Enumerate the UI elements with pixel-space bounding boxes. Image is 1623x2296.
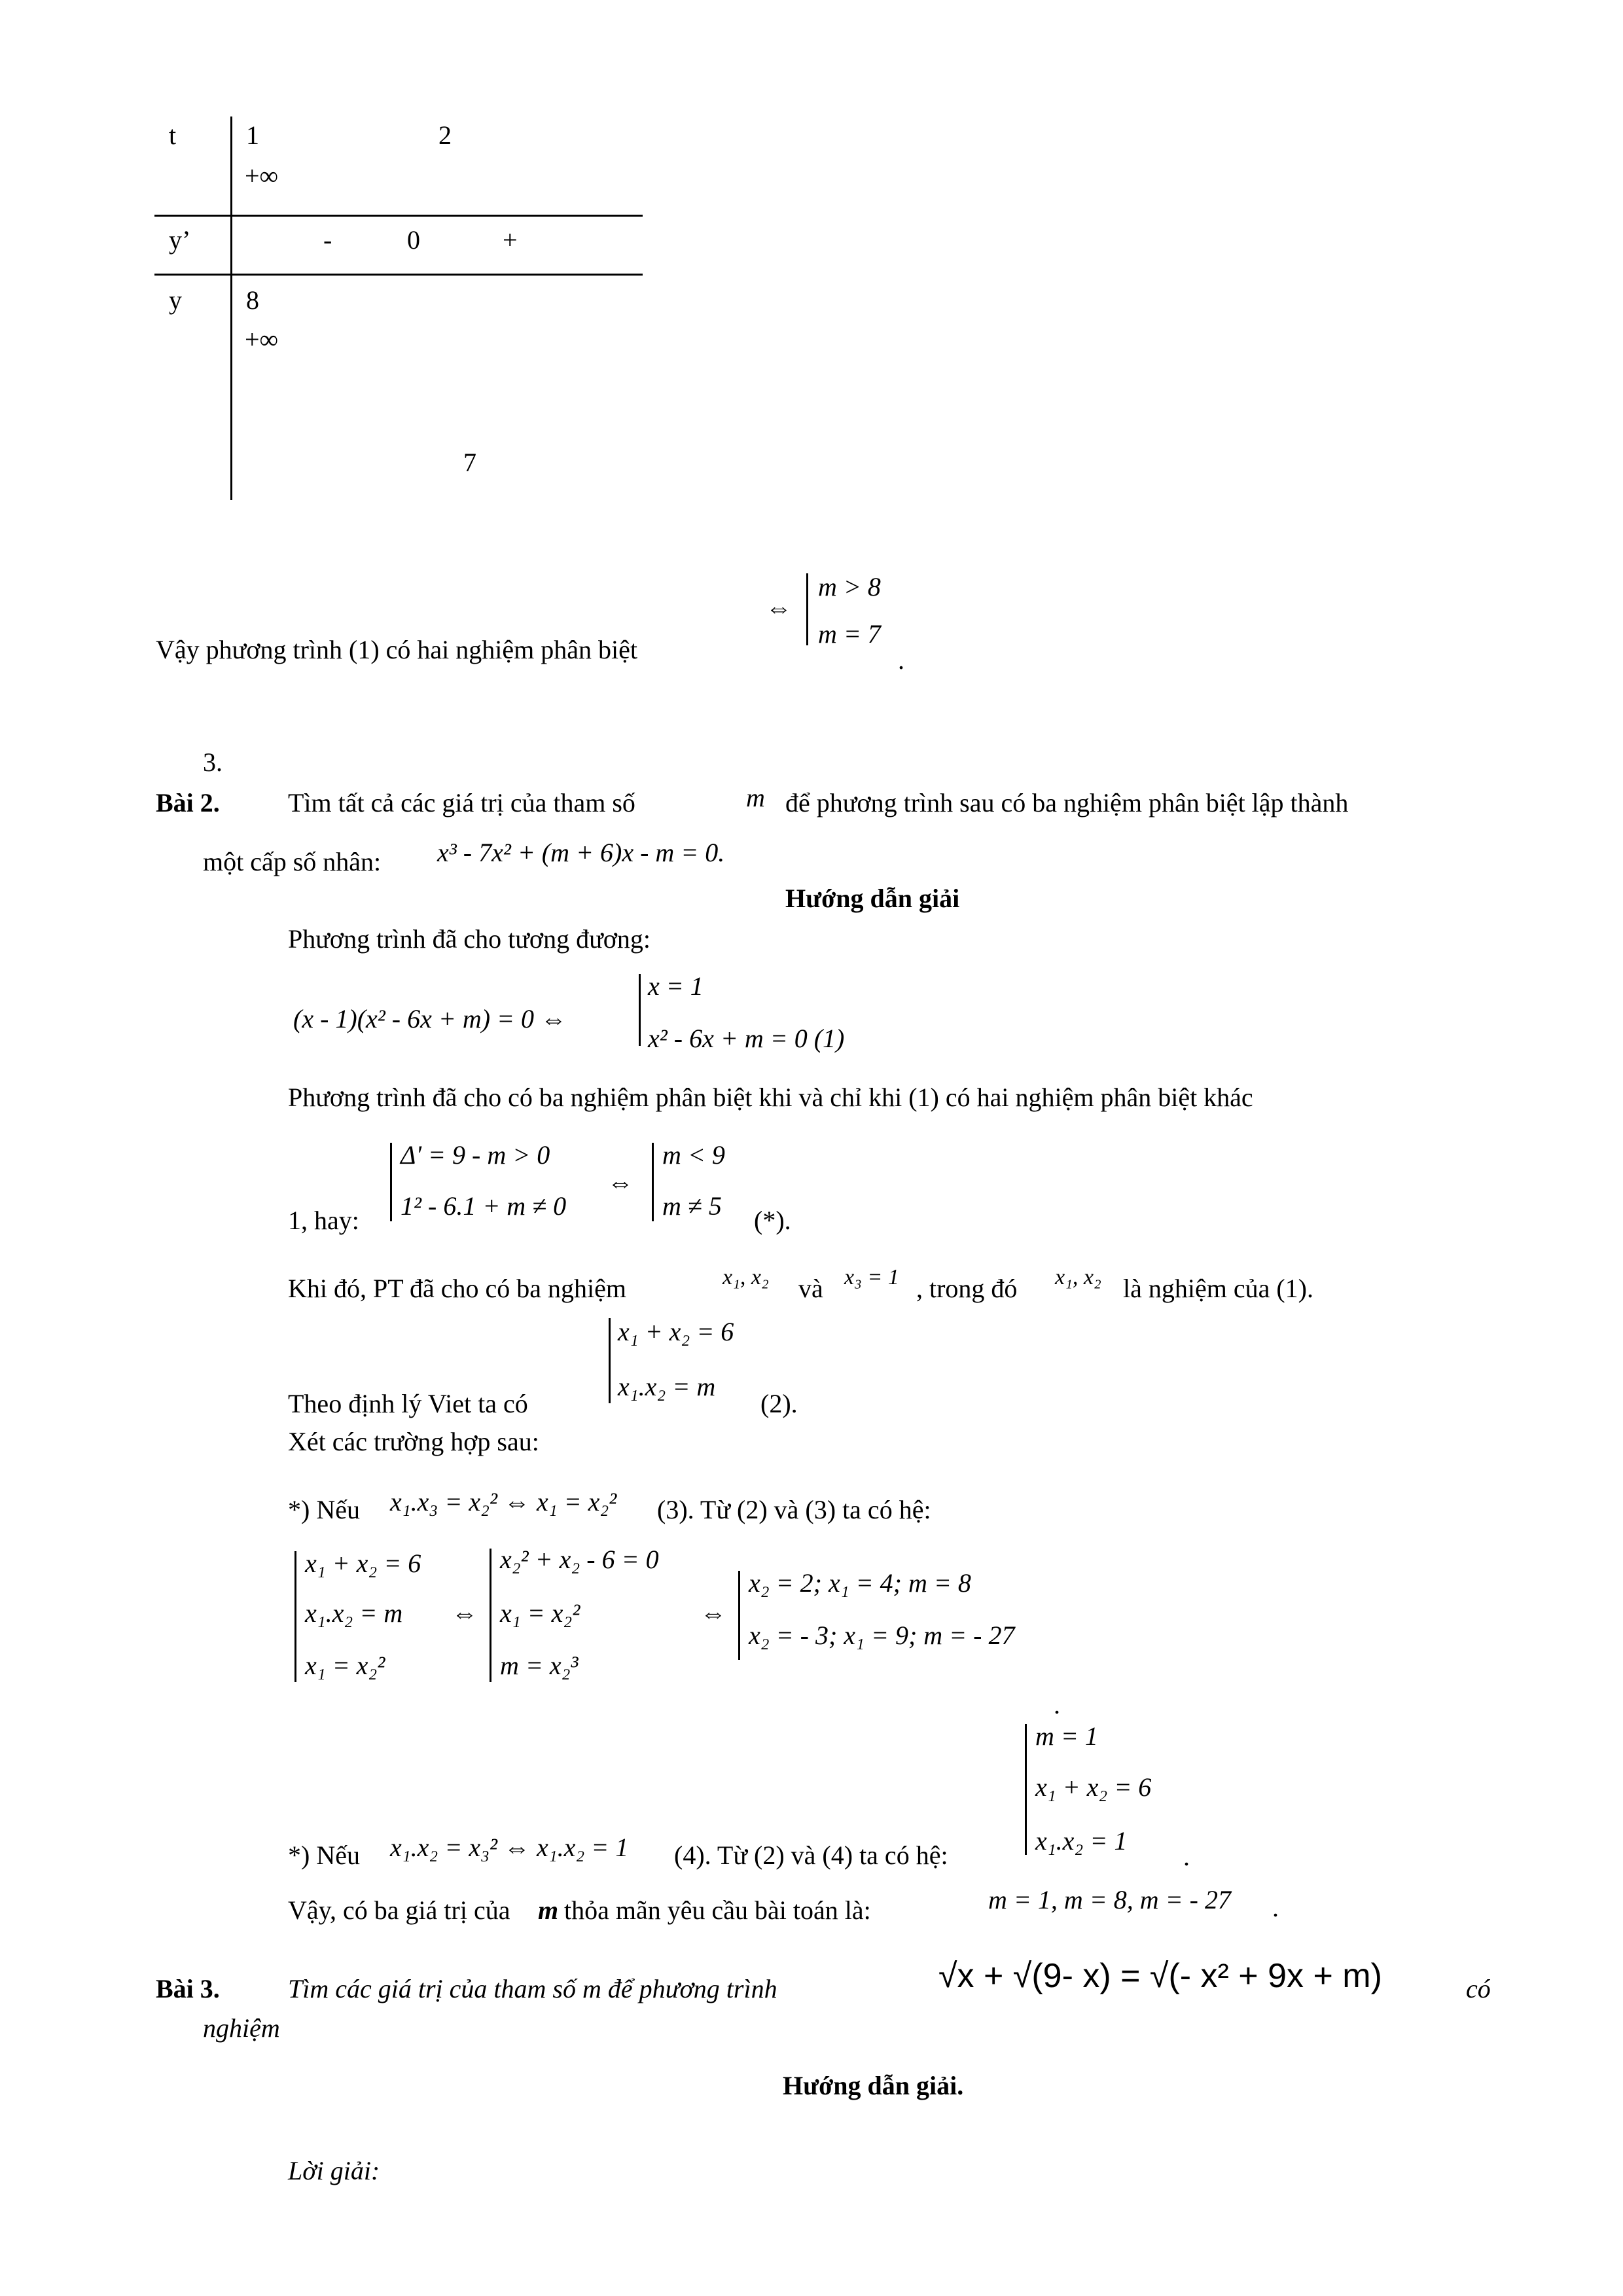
row-y-top: 8 (246, 285, 259, 315)
cond-one: 1² - 6.1 + m ≠ 0 (401, 1191, 567, 1221)
final-dot: . (1272, 1893, 1279, 1922)
case2-prefix: *) Nếu (288, 1840, 360, 1870)
bai2-eq-factor: (x - 1)(x² - 6x + m) = 0 ⇔ (293, 1004, 567, 1033)
final-text: Vậy, có ba giá trị của (288, 1895, 510, 1925)
bai2-text1: Tìm tất cả các giá trị của tham số (288, 788, 635, 817)
viet-sum: x₁ + x₂ = 6 (618, 1317, 734, 1346)
h3-solution-2: x₂ = - 3; x₁ = 9; m = - 27 (749, 1621, 1015, 1650)
row-y-inf: +∞ (245, 325, 279, 354)
viet-text: Theo định lý Viet ta có (288, 1389, 528, 1418)
h2-cube: m = x₂³ (500, 1651, 579, 1680)
final-m: m (538, 1895, 559, 1925)
cond-m-ne-5: m ≠ 5 (662, 1191, 722, 1221)
case-m-gt-8: m > 8 (818, 572, 881, 601)
bai3-label: Bài 3. (156, 1974, 220, 2003)
bai3-heading: Hướng dẫn giải. (783, 2071, 964, 2100)
conclusion-text: Vậy phương trình (1) có hai nghiệm phân biệt (156, 635, 637, 664)
bai2-p4e: , trong đó (916, 1274, 1018, 1303)
bai2-p3: 1, hay: (288, 1206, 359, 1235)
h1-sum: x₁ + x₂ = 6 (305, 1549, 421, 1578)
sys1-x-eq-1: x = 1 (648, 971, 704, 1001)
row-t-label: t (169, 120, 177, 150)
bai2-label: Bài 2. (156, 788, 220, 817)
bai2-p4f: x₁, x₂ (1055, 1265, 1101, 1289)
bai2-p2: Phương trình đã cho có ba nghiệm phân biệt khi và chỉ khi (1) có hai nghiệm phân biệt khác (288, 1083, 1253, 1112)
bai2-equation: x³ - 7x² + (m + 6)x - m = 0. (437, 838, 725, 867)
iff-symbol: ⇔ (766, 594, 792, 622)
bai3-text3: nghiệm (203, 2013, 280, 2043)
row-yp-minus: - (323, 225, 332, 255)
h3-bracket (738, 1571, 740, 1660)
cond-bracket-2 (652, 1143, 654, 1221)
case-bracket (806, 573, 812, 645)
conclusion-dot: . (898, 645, 904, 675)
h4-bracket (1025, 1724, 1027, 1855)
case2-equation: x₁.x₂ = x₃² ⇔ x₁.x₂ = 1 (390, 1833, 629, 1862)
bai2-text3: một cấp số nhân: (203, 847, 382, 876)
h4-m-eq-1: m = 1 (1035, 1721, 1098, 1751)
bai3-text1: Tìm các giá trị của tham số m để phương trình (288, 1974, 777, 2003)
row-t-value-2: 2 (438, 120, 452, 150)
bai2-p4c: và (798, 1274, 823, 1303)
bai2-text2: để phương trình sau có ba nghiệm phân biệt lập thành (785, 788, 1349, 817)
bai2-p4d: x₃ = 1 (844, 1265, 899, 1289)
sys1-bracket (639, 974, 641, 1046)
bai2-m: m (746, 783, 765, 812)
bai2-p1: Phương trình đã cho tương đương: (288, 924, 651, 954)
bai2-p4a: Khi đó, PT đã cho có ba nghiệm (288, 1274, 626, 1303)
case1-suffix: (3). Từ (2) và (3) ta có hệ: (657, 1495, 931, 1524)
case-m-eq-7: m = 7 (818, 619, 881, 649)
cond-bracket-1 (390, 1143, 392, 1221)
h1-iff: ⇔ (452, 1599, 478, 1628)
bai2-p4g: là nghiệm của (1). (1123, 1274, 1313, 1303)
table-vertical-line (230, 117, 232, 500)
cond-iff: ⇔ (607, 1168, 633, 1197)
row-t-value-inf: +∞ (245, 161, 279, 190)
h2-bracket (490, 1549, 491, 1682)
viet-ref: (2). (760, 1389, 798, 1418)
h4-sum: x₁ + x₂ = 6 (1035, 1772, 1152, 1802)
h4-product: x₁.x₂ = 1 (1035, 1826, 1128, 1856)
bai3-equation: √x + √(9- x) = √(- x² + 9x + m) (938, 1957, 1382, 1995)
h4-dot: . (1183, 1842, 1190, 1871)
h1-product: x₁.x₂ = m (305, 1598, 403, 1628)
row-y-label: y (169, 285, 182, 315)
viet-product: x₁.x₂ = m (618, 1372, 716, 1401)
row-t-value-1: 1 (246, 120, 259, 150)
h2-quadratic: x₂² + x₂ - 6 = 0 (500, 1545, 659, 1574)
h2-iff: ⇔ (700, 1599, 726, 1628)
case2-suffix: (4). Từ (2) và (4) ta có hệ: (674, 1840, 948, 1870)
row-y-min: 7 (463, 448, 476, 477)
bai2-p4b: x₁, x₂ (722, 1265, 769, 1289)
cond-m-lt-9: m < 9 (662, 1140, 725, 1170)
viet-bracket (609, 1318, 611, 1403)
h3-dot: . (1054, 1690, 1060, 1719)
final-equation: m = 1, m = 8, m = - 27 (988, 1885, 1231, 1914)
cond-delta: Δ' = 9 - m > 0 (401, 1140, 550, 1170)
bai2-heading: Hướng dẫn giải (785, 884, 960, 913)
bai3-text2: có (1466, 1974, 1491, 2003)
item-3: 3. (203, 747, 223, 777)
h1-bracket (294, 1551, 296, 1682)
row-yp-label: y’ (169, 225, 191, 255)
case1-equation: x₁.x₃ = x₂² ⇔ x₁ = x₂² (390, 1487, 617, 1516)
row-yp-plus: + (503, 225, 518, 255)
sys1-quadratic: x² - 6x + m = 0 (1) (648, 1024, 845, 1053)
table-line-2 (154, 274, 643, 276)
final-text2: thỏa mãn yêu cầu bài toán là: (564, 1895, 871, 1925)
table-line-1 (154, 215, 643, 217)
case1-prefix: *) Nếu (288, 1495, 360, 1524)
cases-intro: Xét các trường hợp sau: (288, 1427, 539, 1456)
bai3-solution: Lời giải: (288, 2156, 380, 2185)
h2-square: x₁ = x₂² (500, 1598, 580, 1628)
cond-star: (*). (754, 1206, 791, 1235)
h3-solution-1: x₂ = 2; x₁ = 4; m = 8 (749, 1568, 971, 1598)
h1-square: x₁ = x₂² (305, 1651, 385, 1680)
row-yp-zero: 0 (407, 225, 420, 255)
